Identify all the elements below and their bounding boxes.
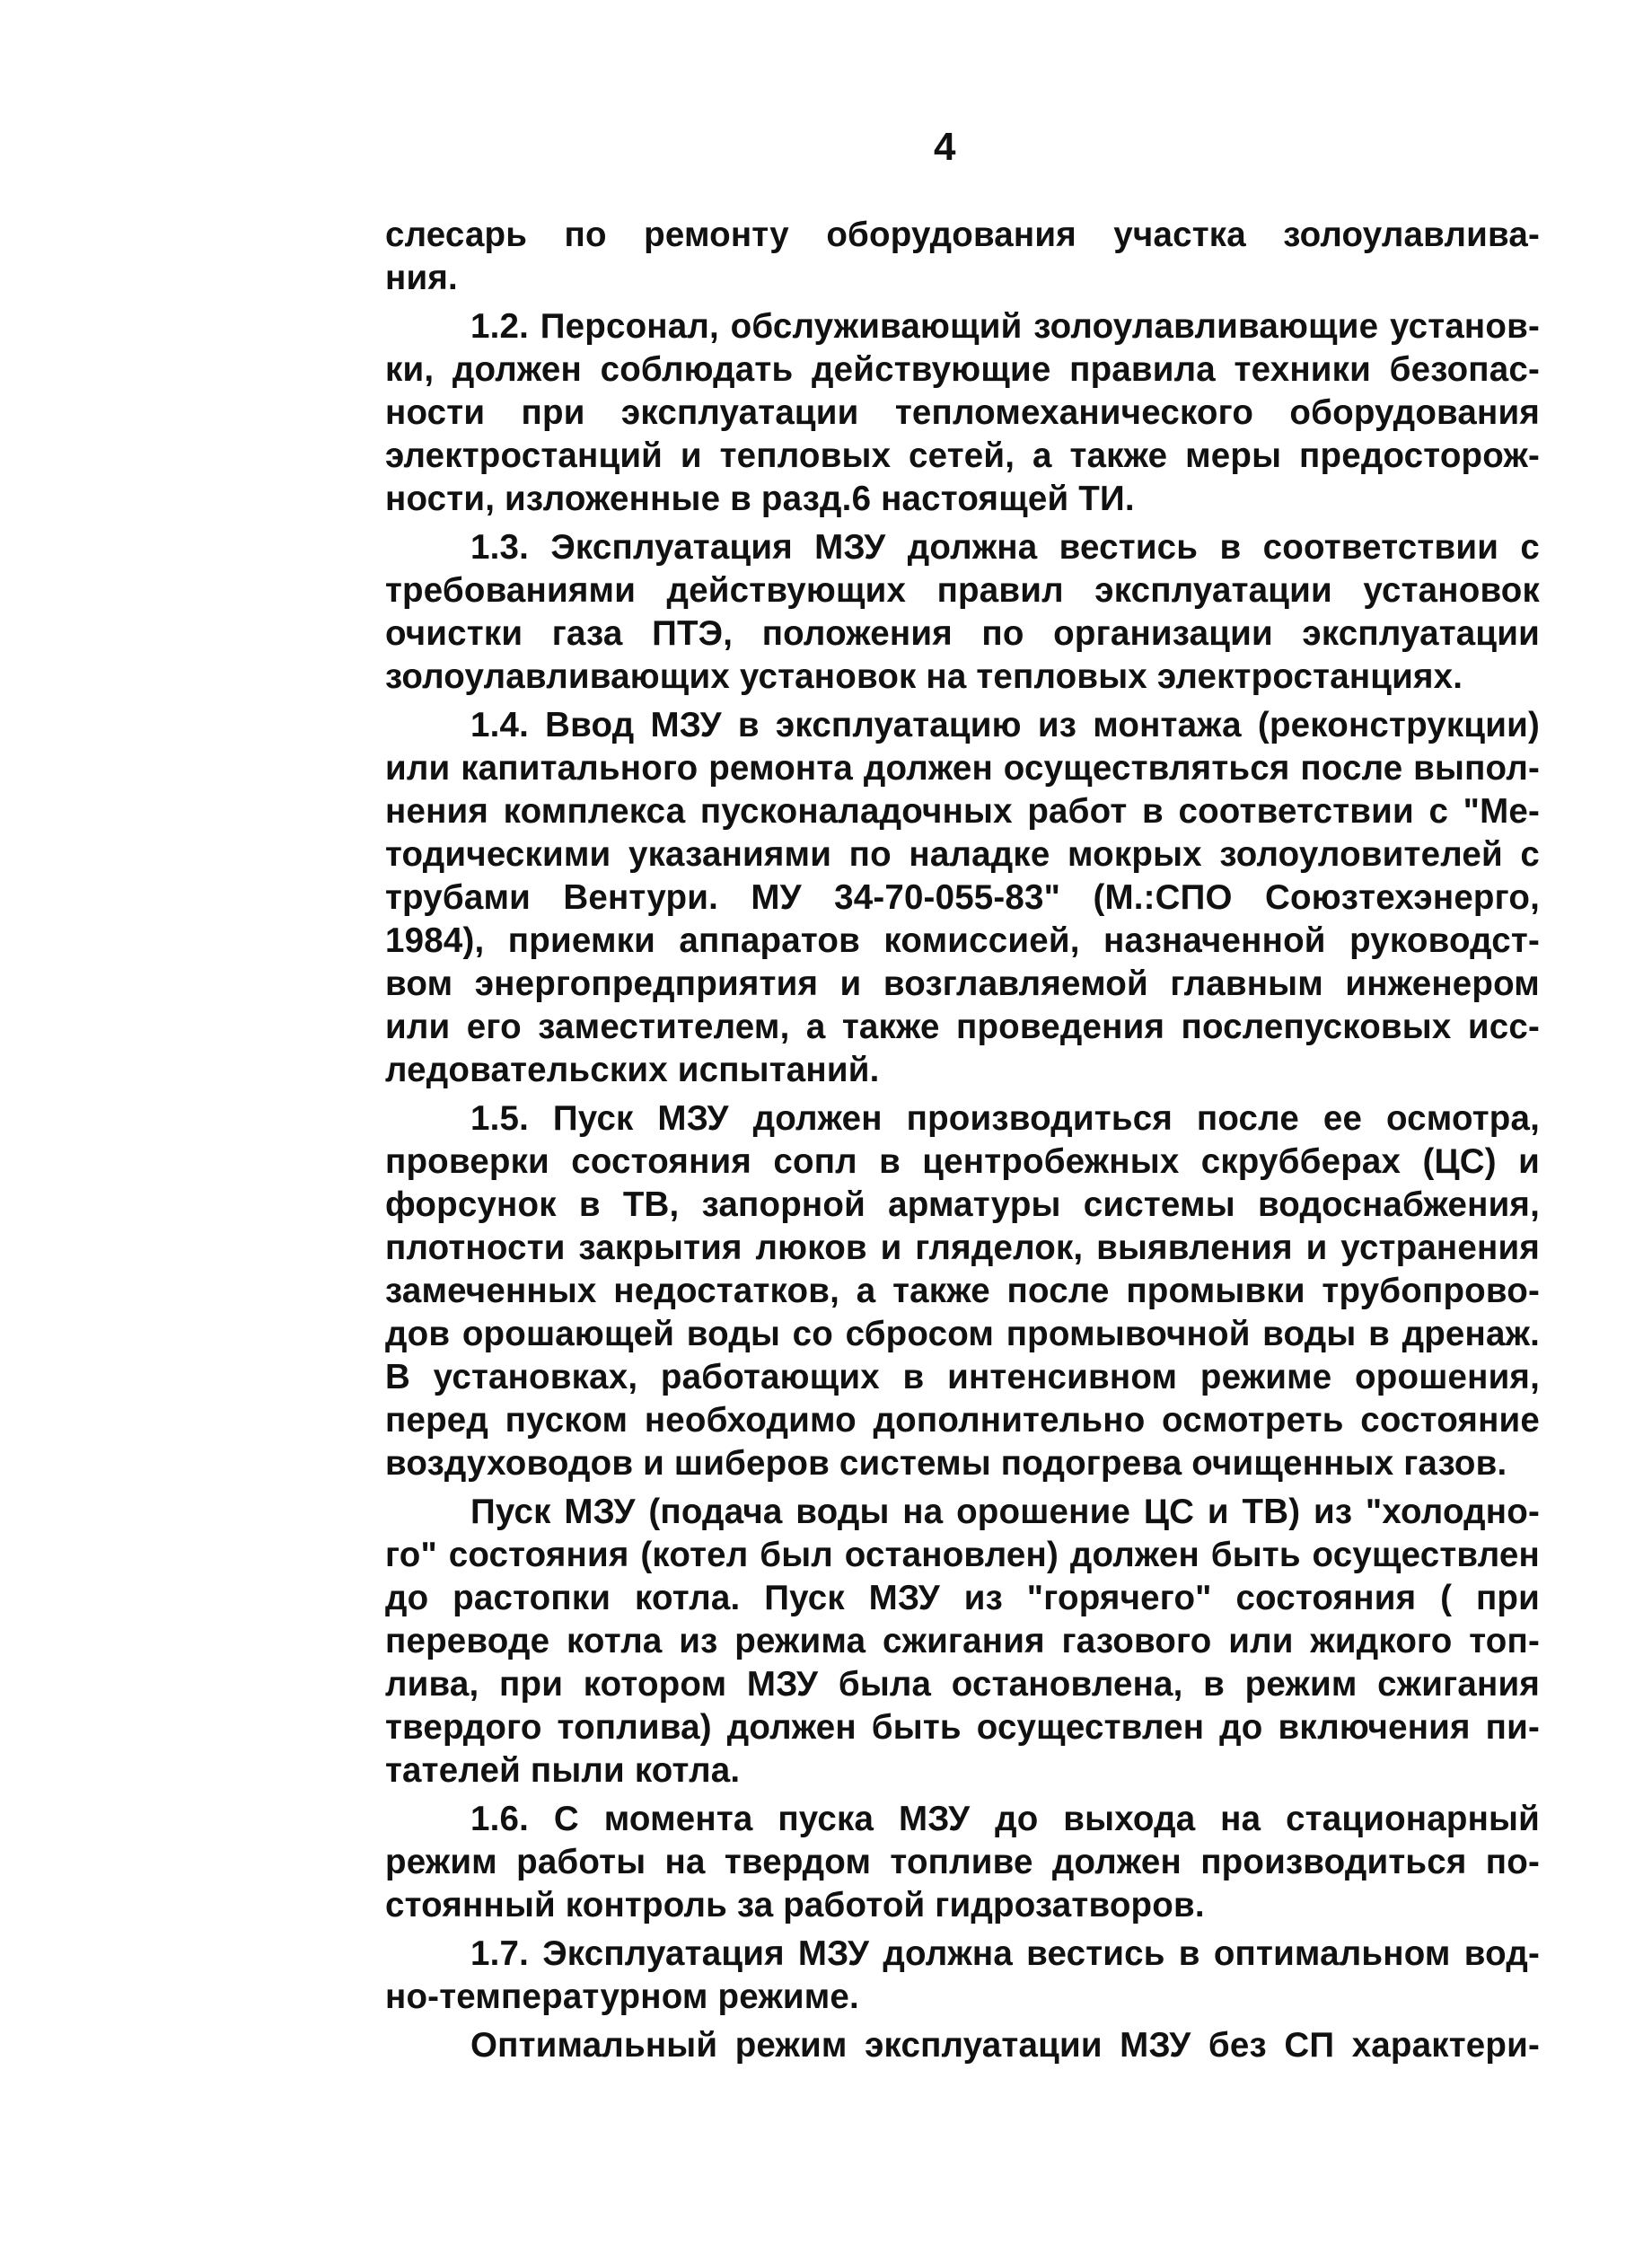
page-number: 4 bbox=[934, 125, 956, 169]
paragraph bbox=[385, 526, 1540, 699]
text-line: требованиями действующих правил эксплуатации установок bbox=[385, 571, 1540, 610]
text-line: дов орошающей воды со сбросом промывочной воды в дренаж. bbox=[385, 1315, 1540, 1353]
text-line: 1.7. Эксплуатация МЗУ должна вестись в оптимальном вод- bbox=[470, 1934, 1540, 1973]
text-line: стоянный контроль за работой гидрозатворов. bbox=[385, 1886, 1205, 1925]
text-line: Пуск МЗУ (подача воды на орошение ЦС и ТВ) из "холодно- bbox=[470, 1493, 1540, 1531]
paragraph bbox=[385, 214, 1540, 300]
text-line: замеченных недостатков, а также после промывки трубопрово- bbox=[385, 1272, 1540, 1310]
text-line: или капитального ремонта должен осуществляться после выпол- bbox=[385, 749, 1540, 788]
paragraph bbox=[385, 1097, 1540, 1485]
text-line: ности, изложенные в разд.6 настоящей ТИ. bbox=[385, 480, 1135, 518]
text-line: ки, должен соблюдать действующие правила техники безопас- bbox=[385, 350, 1540, 389]
text-line: лива, при котором МЗУ была остановлена, в режим сжигания bbox=[385, 1665, 1540, 1704]
paragraph bbox=[385, 1933, 1540, 2019]
text-line: переводе котла из режима сжигания газового или жидкого топ- bbox=[385, 1622, 1540, 1660]
text-line: ния. bbox=[385, 259, 458, 297]
text-line: проверки состояния сопл в центробежных скрубберах (ЦС) и bbox=[385, 1142, 1540, 1181]
text-line: 1.5. Пуск МЗУ должен производиться после ее осмотра, bbox=[470, 1099, 1540, 1138]
text-line: перед пуском необходимо дополнительно осмотреть состояние bbox=[385, 1401, 1540, 1440]
paragraph bbox=[385, 305, 1540, 521]
text-line: 1.2. Персонал, обслуживающий золоулавливающие установ- bbox=[470, 307, 1540, 346]
paragraph bbox=[385, 1798, 1540, 1927]
text-line: 1.6. С момента пуска МЗУ до выхода на стационарный bbox=[470, 1800, 1540, 1838]
paragraph bbox=[385, 1491, 1540, 1792]
text-line: 1.4. Ввод МЗУ в эксплуатацию из монтажа (реконструкции) bbox=[470, 706, 1540, 744]
text-line: слесарь по ремонту оборудования участка золоулавлива- bbox=[385, 216, 1540, 254]
text-line: но-температурном режиме. bbox=[385, 1977, 859, 2016]
text-line: очистки газа ПТЭ, положения по организации эксплуатации bbox=[385, 614, 1540, 653]
text-line: 1984), приемки аппаратов комиссией, назначенной руководст- bbox=[385, 921, 1540, 960]
text-line: твердого топлива) должен быть осуществлен до включения пи- bbox=[385, 1708, 1540, 1747]
text-line: Оптимальный режим эксплуатации МЗУ без СП характери- bbox=[470, 2026, 1540, 2065]
text-line: или его заместителем, а также проведения послепусковых исс- bbox=[385, 1008, 1540, 1046]
text-line: тодическими указаниями по наладке мокрых золоуловителей с bbox=[385, 835, 1540, 874]
paragraph bbox=[385, 704, 1540, 1092]
paragraph bbox=[385, 2024, 1540, 2067]
document-body bbox=[385, 214, 1540, 2067]
text-line: В установках, работающих в интенсивном режиме орошения, bbox=[385, 1358, 1540, 1396]
text-line: до растопки котла. Пуск МЗУ из "горячего" состояния ( при bbox=[385, 1579, 1540, 1617]
text-line: режим работы на твердом топливе должен производиться по- bbox=[385, 1843, 1540, 1881]
text-line: форсунок в ТВ, запорной арматуры системы водоснабжения, bbox=[385, 1185, 1540, 1224]
text-line: воздуховодов и шиберов системы подогрева очищенных газов. bbox=[385, 1444, 1507, 1483]
text-line: трубами Вентури. МУ 34-70-055-83" (М.:СПО Союзтехэнерго, bbox=[385, 878, 1540, 917]
text-line: ледовательских испытаний. bbox=[385, 1051, 880, 1089]
text-line: золоулавливающих установок на тепловых электростанциях. bbox=[385, 657, 1463, 696]
text-line: плотности закрытия люков и гляделок, выявления и устранения bbox=[385, 1229, 1540, 1267]
text-line: вом энергопредприятия и возглавляемой главным инженером bbox=[385, 964, 1540, 1003]
text-line: электростанций и тепловых сетей, а также меры предосторож- bbox=[385, 436, 1540, 475]
text-line: го" состояния (котел был остановлен) должен быть осуществлен bbox=[385, 1536, 1540, 1574]
text-line: нения комплекса пусконаладочных работ в соответствии с "Ме- bbox=[385, 792, 1540, 831]
text-line: тателей пыли котла. bbox=[385, 1751, 741, 1790]
text-line: 1.3. Эксплуатация МЗУ должна вестись в соответствии с bbox=[470, 528, 1540, 567]
text-line: ности при эксплуатации тепломеханического оборудования bbox=[385, 393, 1540, 432]
